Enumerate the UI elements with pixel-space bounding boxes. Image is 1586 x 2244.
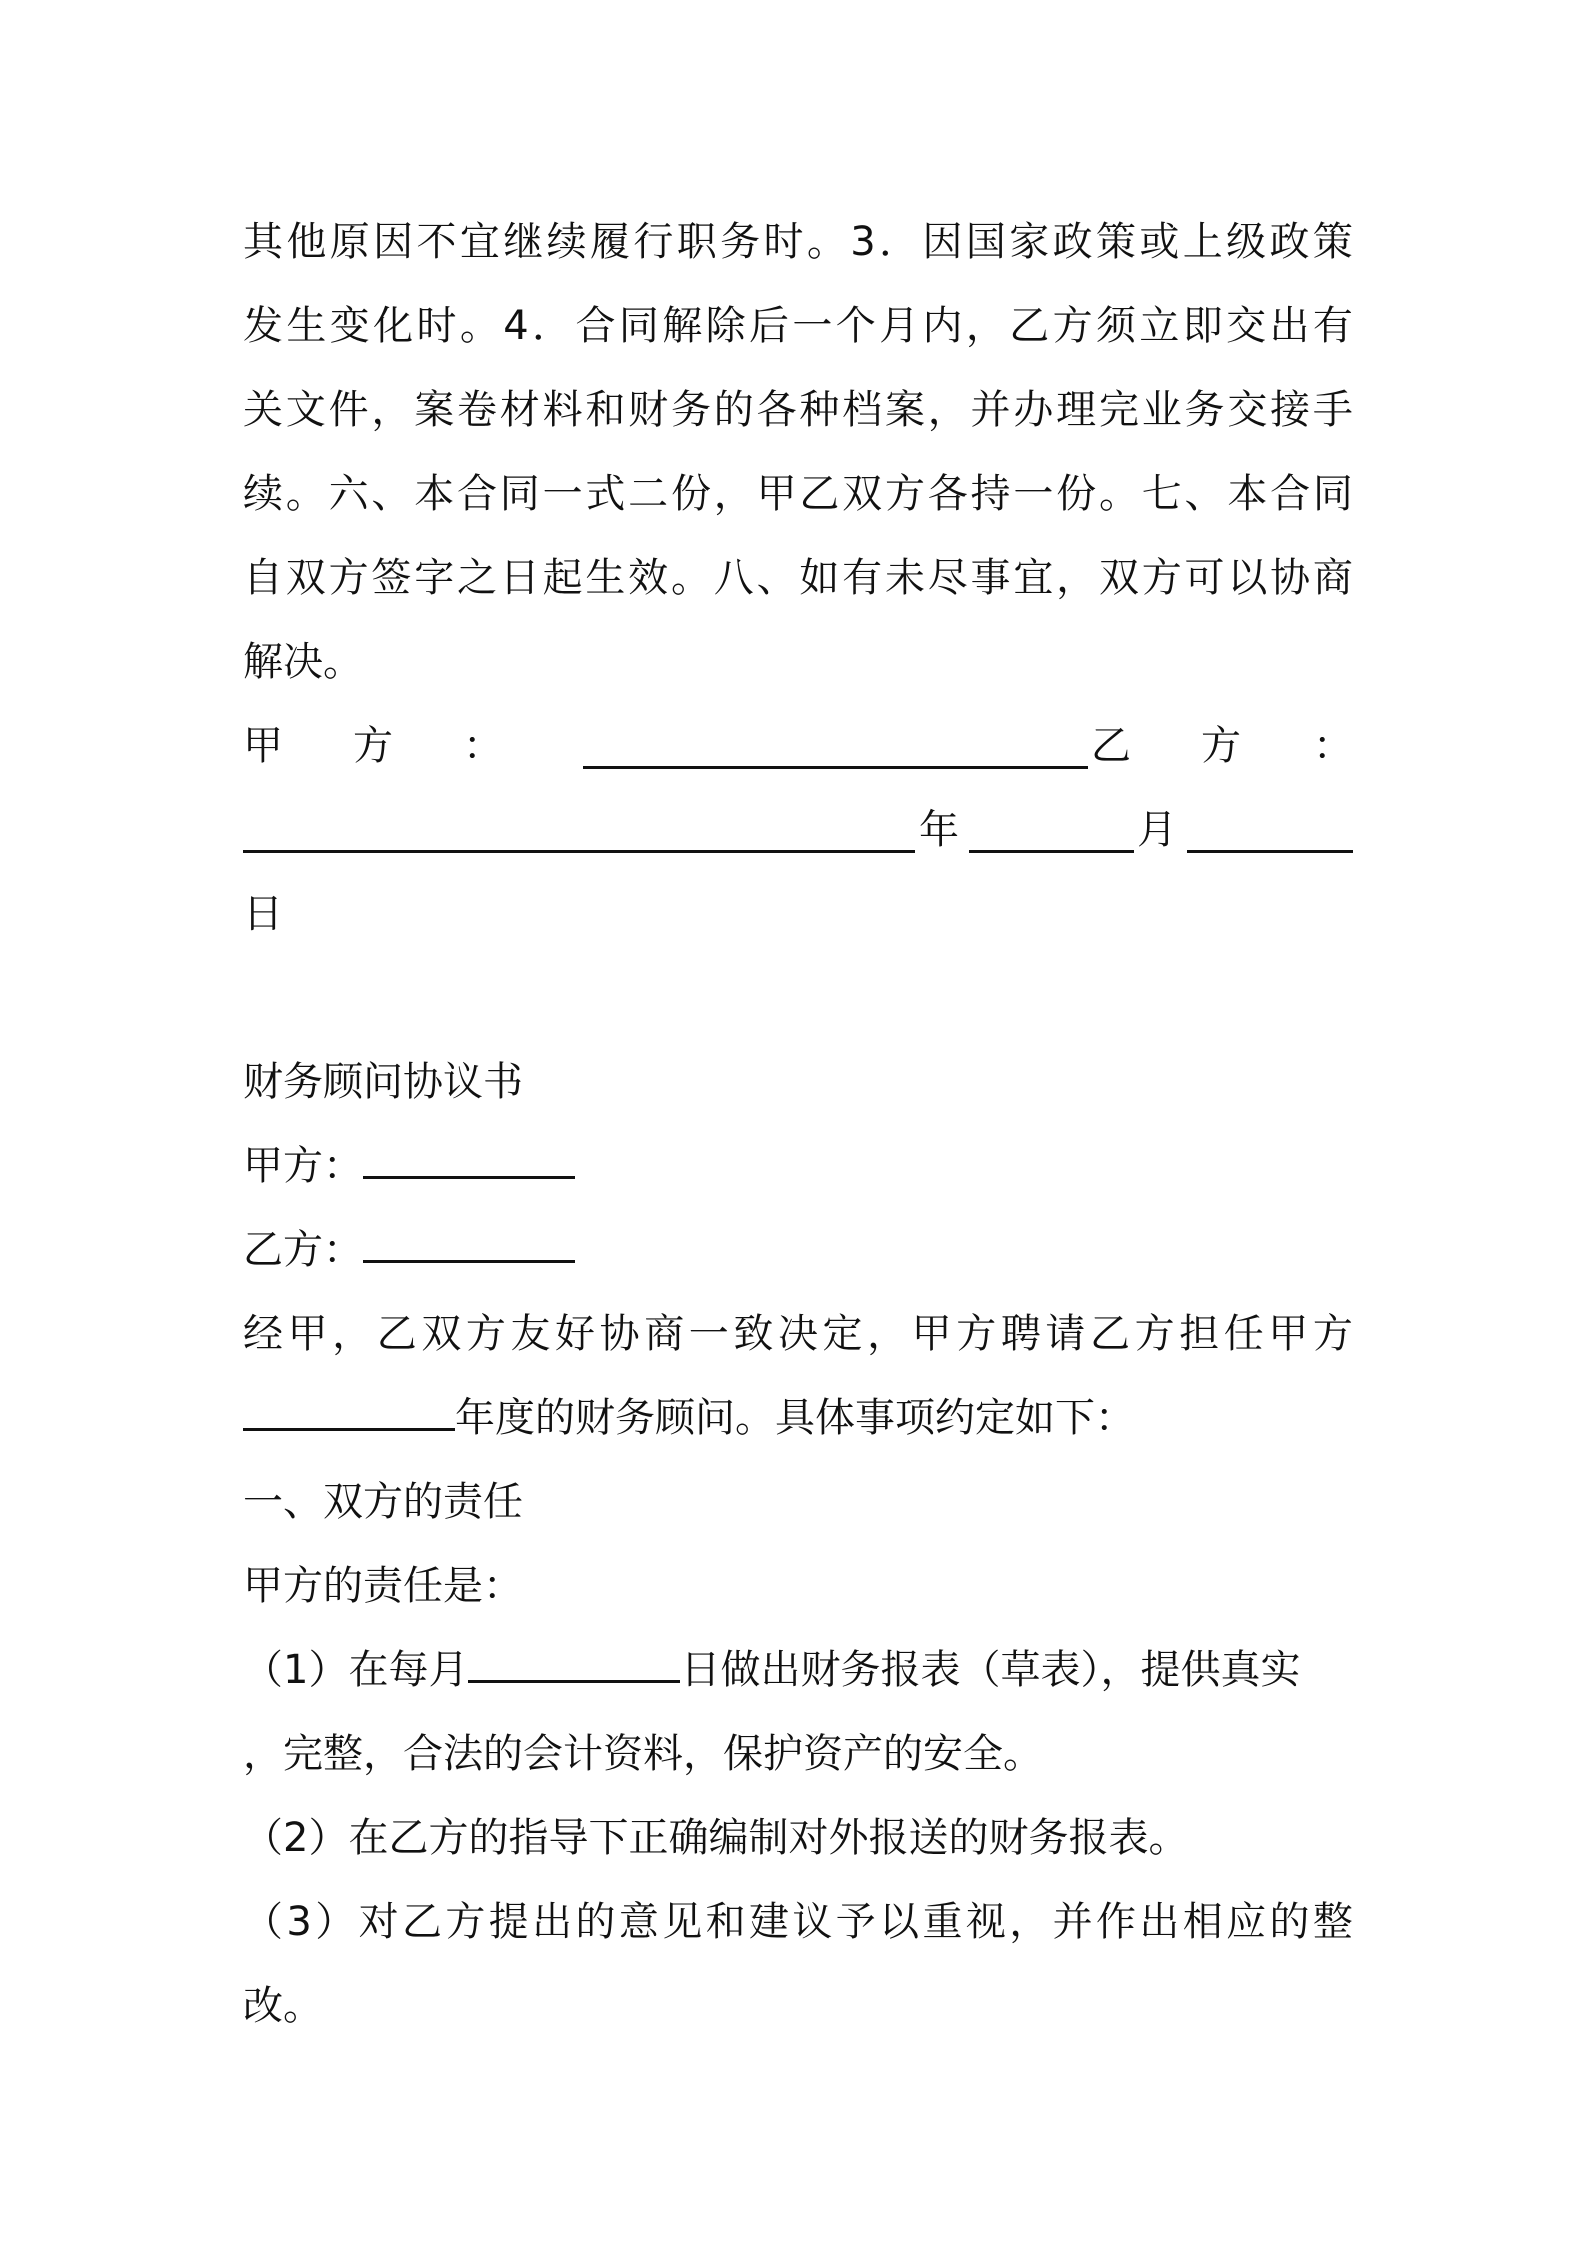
char: 料 [542, 387, 583, 433]
char: ， [927, 387, 968, 433]
char: 其 [243, 219, 283, 265]
month-blank [969, 806, 1134, 853]
day-blank [1187, 806, 1353, 853]
list-item-continued [243, 1964, 1353, 2048]
char: 方 [445, 1899, 486, 1945]
char: 续 [546, 219, 587, 265]
char: 文 [285, 387, 326, 433]
day-label: 日 [243, 891, 283, 937]
char: 。 [285, 471, 326, 517]
char: 出 [1269, 303, 1310, 349]
char: 好 [555, 1311, 596, 1357]
section-heading: 一、双方的责任 [243, 1479, 523, 1525]
char: 并 [970, 387, 1011, 433]
char: 视 [965, 1899, 1006, 1945]
document-page [243, 200, 1353, 2048]
party-a-char: ： [463, 723, 503, 769]
char: 致 [733, 1311, 774, 1357]
char: 案 [884, 387, 925, 433]
party-a-label: 甲方： [243, 1143, 363, 1189]
party-a-duty-heading: 甲方的责任是： [243, 1563, 523, 1609]
char: 本 [414, 471, 455, 517]
char: 件 [328, 387, 369, 433]
char: ， [1056, 555, 1097, 601]
char: 有 [842, 555, 883, 601]
char: 合 [456, 471, 497, 517]
char: 相 [1182, 1899, 1223, 1945]
char: 乙 [799, 471, 840, 517]
char: 二 [628, 471, 669, 517]
char: ） [315, 1899, 356, 1945]
char: 本 [1227, 471, 1268, 517]
char: 。 [1098, 471, 1139, 517]
intro-text: 年度的财务顾问。具体事项约定如下： [455, 1395, 1135, 1441]
char: 方 [1141, 555, 1182, 601]
char: 继 [503, 219, 544, 265]
char: 同 [499, 471, 540, 517]
char: 起 [542, 555, 583, 601]
char: 方 [328, 555, 369, 601]
char: 经 [243, 1311, 283, 1357]
char: 月 [879, 303, 920, 349]
char: 。 [459, 303, 500, 349]
char: 宜 [459, 219, 500, 265]
char: 方 [884, 471, 925, 517]
char: 商 [644, 1311, 685, 1357]
char: 协 [599, 1311, 640, 1357]
party-b-line [243, 1208, 1353, 1292]
char: 并 [1052, 1899, 1093, 1945]
list-item-continued [243, 1712, 1353, 1796]
char: 自 [243, 555, 283, 601]
char: 事 [970, 555, 1011, 601]
char: 字 [414, 555, 455, 601]
char: 有 [1312, 303, 1353, 349]
party-a-line [243, 1124, 1353, 1208]
char: 议 [792, 1899, 833, 1945]
list-item [243, 1880, 1353, 1964]
char: 意 [618, 1899, 659, 1945]
char: 方 [1134, 1311, 1175, 1357]
signature-row-parties [243, 704, 1353, 788]
char: 种 [799, 387, 840, 433]
char: 份 [1056, 471, 1097, 517]
char: 级 [1226, 219, 1267, 265]
char: 六 [328, 471, 369, 517]
char: 一 [792, 303, 833, 349]
party-b-name-blank [363, 1216, 575, 1263]
char: 完 [1098, 387, 1139, 433]
char: 可 [1184, 555, 1225, 601]
char: 生 [585, 555, 626, 601]
char: 的 [713, 387, 754, 433]
char: 一 [542, 471, 583, 517]
char: 原 [329, 219, 370, 265]
section-heading-line [243, 1460, 1353, 1544]
char: 建 [748, 1899, 789, 1945]
subheading-line [243, 1544, 1353, 1628]
char: 化 [373, 303, 414, 349]
char: ， [713, 471, 754, 517]
paragraph-line [243, 452, 1353, 536]
intro-line [243, 1292, 1353, 1376]
char: 3 [850, 219, 876, 265]
char: 八 [713, 555, 754, 601]
char: 办 [1013, 387, 1054, 433]
char: 七 [1141, 471, 1182, 517]
char: 请 [1045, 1311, 1086, 1357]
char: 予 [835, 1899, 876, 1945]
char: 出 [532, 1899, 573, 1945]
char: 签 [371, 555, 412, 601]
char: 或 [1139, 219, 1180, 265]
char: 立 [1139, 303, 1180, 349]
intro-line [243, 1376, 1353, 1460]
char: 除 [705, 303, 746, 349]
char: 家 [1009, 219, 1050, 265]
char: 档 [842, 387, 883, 433]
party-b-char: 方 [1201, 723, 1241, 769]
line-text: 解决。 [243, 639, 363, 685]
char: 关 [243, 387, 283, 433]
char: 双 [421, 1311, 462, 1357]
char: 定 [822, 1311, 863, 1357]
char: 一 [1013, 471, 1054, 517]
day-line [243, 872, 1353, 956]
char: 合 [575, 303, 616, 349]
char: ， [371, 387, 412, 433]
char: 和 [705, 1899, 746, 1945]
char: 、 [371, 471, 412, 517]
char: 甲 [911, 1311, 952, 1357]
party-b-signature-blank [243, 806, 915, 853]
char: 不 [416, 219, 457, 265]
char: 时 [763, 219, 804, 265]
char: 效 [628, 555, 669, 601]
char: 。 [806, 219, 847, 265]
char: 交 [1227, 387, 1268, 433]
char: 政 [1052, 219, 1093, 265]
char: （ [243, 1899, 283, 1945]
char: 乙 [1009, 303, 1050, 349]
char: 交 [1226, 303, 1267, 349]
char: 政 [1269, 219, 1310, 265]
char: 出 [1139, 1899, 1180, 1945]
char: 和 [585, 387, 626, 433]
char: ， [867, 1311, 908, 1357]
char: ， [1009, 1899, 1050, 1945]
char: 因 [922, 219, 963, 265]
year-blank [243, 1384, 455, 1431]
char: 见 [662, 1899, 703, 1945]
char: 乙 [401, 1899, 442, 1945]
char: ， [965, 303, 1006, 349]
char: 3 [286, 1899, 312, 1945]
char: 时 [416, 303, 457, 349]
char: 尽 [927, 555, 968, 601]
char: 以 [1227, 555, 1268, 601]
char: 方 [956, 1311, 997, 1357]
char: 以 [879, 1899, 920, 1945]
char: 履 [590, 219, 630, 265]
char: 双 [842, 471, 883, 517]
char: 式 [585, 471, 626, 517]
char: 手 [1312, 387, 1353, 433]
char: 如 [799, 555, 840, 601]
char: 同 [1312, 471, 1353, 517]
char: 策 [1312, 219, 1353, 265]
char: 即 [1182, 303, 1223, 349]
item-text: ，完整，合法的会计资料，保护资产的安全。 [243, 1731, 1043, 1777]
char: 职 [676, 219, 717, 265]
char: 对 [358, 1899, 399, 1945]
char: 聘 [1000, 1311, 1041, 1357]
char: 方 [1312, 1311, 1353, 1357]
char: 他 [286, 219, 327, 265]
char: 业 [1141, 387, 1182, 433]
document-title: 财务顾问协议书 [243, 1059, 523, 1105]
char: 续 [243, 471, 283, 517]
char: 理 [1056, 387, 1097, 433]
char: 甲 [287, 1311, 328, 1357]
char: 一 [688, 1311, 729, 1357]
char: 变 [329, 303, 370, 349]
char: 。 [670, 555, 711, 601]
char: 双 [285, 555, 326, 601]
char: 国 [965, 219, 1006, 265]
paragraph-line [243, 284, 1353, 368]
char: 乙 [1089, 1311, 1130, 1357]
char: 之 [456, 555, 497, 601]
char: 友 [510, 1311, 551, 1357]
char: 、 [756, 555, 797, 601]
char: 整 [1312, 1899, 1353, 1945]
section-gap [243, 956, 1353, 1040]
list-item [243, 1628, 1353, 1712]
char: 上 [1182, 219, 1223, 265]
paragraph-line [243, 620, 1353, 704]
party-b-char: 乙 [1091, 723, 1131, 769]
char: 乙 [376, 1311, 417, 1357]
char: 任 [1223, 1311, 1264, 1357]
item-text: 改。 [243, 1983, 323, 2029]
list-item [243, 1796, 1353, 1880]
char: 策 [1095, 219, 1136, 265]
char: 协 [1270, 555, 1311, 601]
char: 甲 [756, 471, 797, 517]
char: 内 [922, 303, 963, 349]
char: 个 [835, 303, 876, 349]
char: ， [332, 1311, 373, 1357]
char: 方 [1052, 303, 1093, 349]
char: 财 [628, 387, 669, 433]
char: 方 [465, 1311, 506, 1357]
char: 合 [1270, 471, 1311, 517]
char: 各 [927, 471, 968, 517]
char: 解 [662, 303, 703, 349]
char: 务 [720, 219, 761, 265]
document-title-line [243, 1040, 1353, 1124]
char: ． [879, 219, 920, 265]
party-a-signature-blank [583, 722, 1088, 769]
char: 卷 [456, 387, 497, 433]
month-label: 月 [1137, 807, 1177, 853]
char: 决 [777, 1311, 818, 1357]
char: 接 [1270, 387, 1311, 433]
char: 同 [618, 303, 659, 349]
char: 务 [1184, 387, 1225, 433]
party-a-char: 甲 [243, 723, 283, 769]
char: 、 [1184, 471, 1225, 517]
char: 应 [1226, 1899, 1267, 1945]
char: 作 [1095, 1899, 1136, 1945]
char: 的 [1269, 1899, 1310, 1945]
char: 担 [1179, 1311, 1220, 1357]
char: 重 [922, 1899, 963, 1945]
char: 行 [633, 219, 674, 265]
char: 日 [499, 555, 540, 601]
paragraph-line [243, 368, 1353, 452]
party-a-name-blank [363, 1132, 575, 1179]
party-b-char: ： [1313, 723, 1353, 769]
char: 须 [1095, 303, 1136, 349]
char: 甲 [1268, 1311, 1309, 1357]
item-text: 日做出财务报表（草表），提供真实 [680, 1647, 1301, 1693]
char: 材 [499, 387, 540, 433]
item-text: （2）在乙方的指导下正确编制对外报送的财务报表。 [243, 1815, 1189, 1861]
char: 各 [756, 387, 797, 433]
char: 生 [286, 303, 327, 349]
paragraph-line [243, 536, 1353, 620]
year-label: 年 [919, 807, 959, 853]
char: 案 [414, 387, 455, 433]
paragraph-line [243, 200, 1353, 284]
signature-row-date [243, 788, 1353, 872]
char: 因 [373, 219, 414, 265]
char: 提 [488, 1899, 529, 1945]
char: 商 [1312, 555, 1353, 601]
char: 份 [670, 471, 711, 517]
char: 双 [1098, 555, 1139, 601]
char: 4 [503, 303, 529, 349]
day-of-month-blank [468, 1636, 680, 1683]
item-text: （1）在每月 [243, 1647, 469, 1693]
char: 未 [884, 555, 925, 601]
char: 务 [670, 387, 711, 433]
char: 宜 [1013, 555, 1054, 601]
char: 后 [748, 303, 789, 349]
party-b-label: 乙方： [243, 1227, 363, 1273]
char: 的 [575, 1899, 616, 1945]
char: 持 [970, 471, 1011, 517]
char: ． [532, 303, 573, 349]
char: 发 [243, 303, 283, 349]
party-a-char: 方 [353, 723, 393, 769]
